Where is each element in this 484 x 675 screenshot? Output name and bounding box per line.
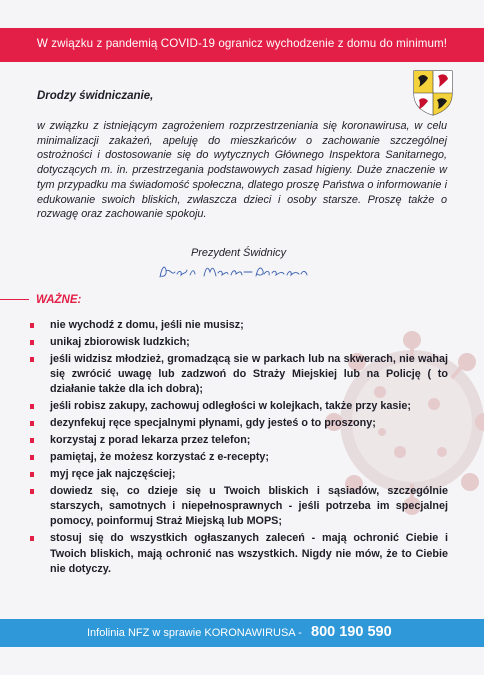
top-banner <box>0 0 484 70</box>
hotline-label: Infolinia NFZ w sprawie KORONAWIRUSA - <box>87 627 302 639</box>
heading-accent-rule <box>0 299 29 300</box>
banner-text: W związku z pandemią COVID-19 ogranicz wychodzenie z domu do minimum! <box>36 37 448 50</box>
list-item: stosuj się do wszystkich ogłaszanych zaleceń - mają ochronić Ciebie i Twoich bliskich, mają ochronić nas wszystkich. Nigdy nie mów, że to Ciebie nie dotyczy. <box>30 531 448 577</box>
important-heading: WAŻNE: <box>36 294 82 306</box>
list-item: myj ręce jak najczęściej; <box>30 467 448 482</box>
list-item: pamiętaj, że możesz korzystać z e-recepty; <box>30 450 448 465</box>
list-item: dezynfekuj ręce specjalnymi płynami, gdy jesteś o to proszony; <box>30 416 448 431</box>
bullet-icon <box>30 489 34 494</box>
bullet-icon <box>30 323 34 328</box>
list-item: nie wychodź z domu, jeśli nie musisz; <box>30 318 448 333</box>
list-item: unikaj zbiorowisk ludzkich; <box>30 335 448 350</box>
bullet-icon <box>30 455 34 460</box>
hotline-phone-number[interactable]: 800 190 590 <box>311 624 392 640</box>
hotline-banner <box>0 619 484 647</box>
bullet-icon <box>30 357 34 362</box>
letter-greeting: Drodzy świdniczanie, <box>37 90 154 102</box>
bullet-icon <box>30 421 34 426</box>
handwritten-signature <box>156 262 316 282</box>
list-item: dowiedz się, co dzieje się u Twoich bliskich i sąsiadów, szczególnie starszych, samotnych i niepełnosprawnych - jeśli potrzeba im specjalnej pomocy, poinformuj Straż Miejską lub MOPS; <box>30 484 448 530</box>
list-item: jeśli widzisz młodzież, gromadzącą sie w parkach lub na skwerach, nie wahaj się zwrócić uwagę lub zadzwoń do Straży Miejskiej lub na Policję ( to działanie także dla ich dobra); <box>30 352 448 398</box>
important-list <box>30 318 448 579</box>
city-crest-icon <box>413 70 453 116</box>
list-item: korzystaj z porad lekarza przez telefon; <box>30 433 448 448</box>
important-heading-row <box>0 294 484 306</box>
list-item: jeśli robisz zakupy, zachowuj odległości w kolejkach, także przy kasie; <box>30 399 448 414</box>
warning-band <box>0 28 484 62</box>
signer-title: Prezydent Świdnicy <box>191 247 287 259</box>
bullet-icon <box>30 472 34 477</box>
bullet-icon <box>30 536 34 541</box>
bullet-icon <box>30 438 34 443</box>
bullet-icon <box>30 404 34 409</box>
bullet-icon <box>30 340 34 345</box>
letter-body: w związku z istniejącym zagrożeniem rozprzestrzeniania się koronawirusa, w celu minimalizacji zakażeń, apeluję do mieszkańców o zachowanie szczególnej ostrożności i dostosowanie się do wytycznych Głównego Inspektora Sanitarnego, dotyczących m. in. przestrzegania podstawowych zasad higieny. Duże znaczenie w tym przypadku ma świadomość społeczna, dlatego proszę Państwa o informowanie i edukowanie swoich bliskich, zwłaszcza dzieci i osoby starsze. Proszę także o rozwagę oraz zachowanie spokoju. <box>37 120 447 221</box>
